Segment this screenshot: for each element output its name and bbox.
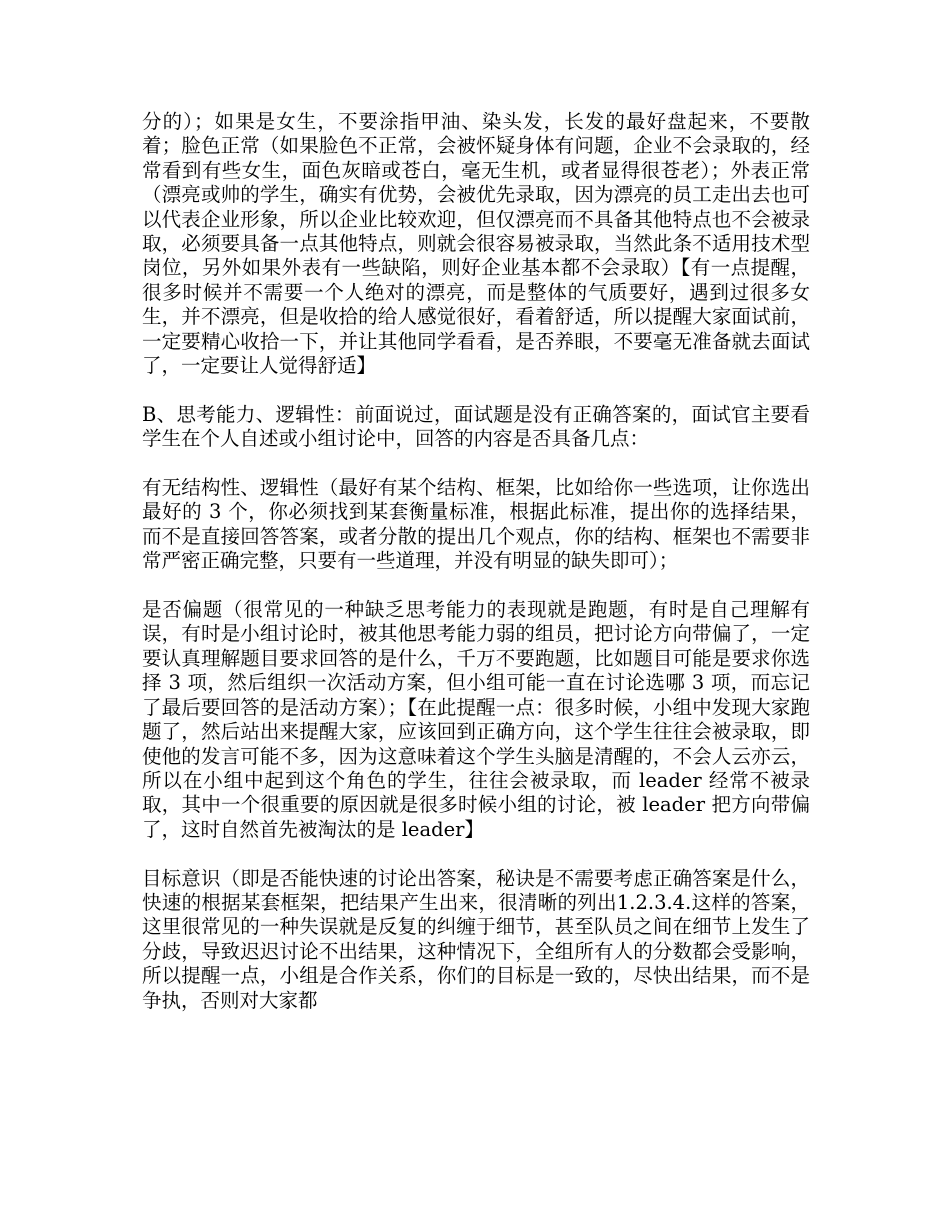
paragraph-thinking-ability: B、思考能力、逻辑性：前面说过，面试题是没有正确答案的，面试官主要看学生在个人自述或小组讨论中，回答的内容是否具备几点：	[142, 402, 810, 451]
paragraph-appearance: 分的）；如果是女生，不要涂指甲油、染头发，长发的最好盘起来，不要散着；脸色正常（如果脸色不正常，会被怀疑身体有问题，企业不会录取的，经常看到有些女生，面色灰暗或苍白，毫无生机，或者显得很苍老）；外表正常（漂亮或帅的学生，确实有优势，会被优先录取，因为漂亮的员工走出去也可以代表企业形象，所以企业比较欢迎，但仅漂亮而不具备其他特点也不会被录取，必须要具备一点其他特点，则就会很容易被录取，当然此条不适用技术型岗位，另外如果外表有一些缺陷，则好企业基本都不会录取）【有一点提醒，很多时候并不需要一个人绝对的漂亮，而是整体的气质要好，遇到过很多女生，并不漂亮，但是收拾的给人感觉很好，看着舒适，所以提醒大家面试前，一定要精心收拾一下，并让其他同学看看，是否养眼，不要毫无准备就去面试了，一定要让人觉得舒适】	[142, 110, 810, 378]
paragraph-structure-logic: 有无结构性、逻辑性（最好有某个结构、框架，比如给你一些选项，让你选出最好的 3 个，你必须找到某套衡量标准，根据此标准，提出你的选择结果，而不是直接回答答案，或者分散的提出几个观点，你的结构、框架也不需要非常严密正确完整，只要有一些道理，并没有明显的缺失即可）；	[142, 476, 810, 573]
paragraph-goal-awareness: 目标意识（即是否能快速的讨论出答案，秘诀是不需要考虑正确答案是什么，快速的根据某套框架，把结果产生出来，很清晰的列出1.2.3.4.这样的答案，这里很常见的一种失误就是反复的纠缠于细节，甚至队员之间在细节上发生了分歧，导致迟迟讨论不出结果，这种情况下，全组所有人的分数都会受影响，所以提醒一点，小组是合作关系，你们的目标是一致的，尽快出结果，而不是争执，否则对大家都	[142, 866, 810, 1012]
document-page	[142, 110, 810, 1037]
paragraph-off-topic: 是否偏题（很常见的一种缺乏思考能力的表现就是跑题，有时是自己理解有误，有时是小组讨论时，被其他思考能力弱的组员，把讨论方向带偏了，一定要认真理解题目要求回答的是什么，千万不要跑题，比如题目可能是要求你选择 3 项，然后组织一次活动方案，但小组可能一直在讨论选哪 3 项，而忘记了最后要回答的是活动方案）；【在此提醒一点：很多时候，小组中发现大家跑题了，然后站出来提醒大家，应该回到正确方向，这个学生往往会被录取，即使他的发言可能不多，因为这意味着这个学生头脑是清醒的，不会人云亦云，所以在小组中起到这个角色的学生，往往会被录取，而 leader 经常不被录取，其中一个很重要的原因就是很多时候小组的讨论，被 leader 把方向带偏了，这时自然首先被淘汰的是 leader】	[142, 598, 810, 841]
